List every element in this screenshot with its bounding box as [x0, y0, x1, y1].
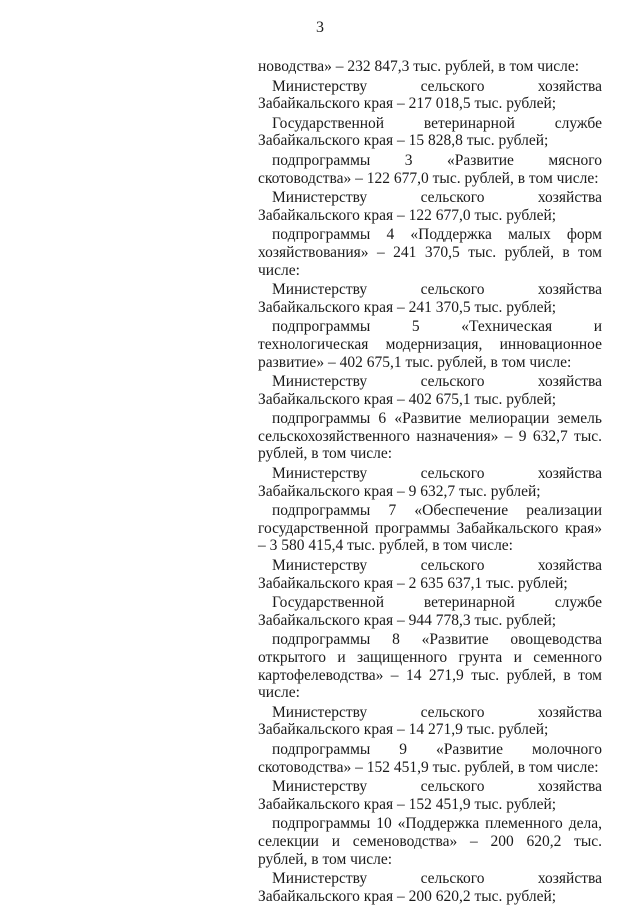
paragraph: Министерству сельского хозяйства Забайкальского края – 152 451,9 тыс. рублей; [258, 778, 602, 813]
paragraph: новодства» – 232 847,3 тыс. рублей, в том числе: [258, 58, 580, 75]
paragraph: подпрограммы 3 «Развитие мясного скотоводства» – 122 677,0 тыс. рублей, в том числе: [258, 151, 602, 187]
paragraph: подпрограммы 8 «Развитие овощеводства открытого и защищенного грунта и семенного картофелеводства» – 14 271,9 тыс. рублей, в том числе: [258, 631, 602, 702]
paragraph: подпрограммы 4 «Поддержка малых форм хозяйствования» – 241 370,5 тыс. рублей, в том числе: [258, 226, 602, 279]
page-number: 3 [316, 19, 324, 36]
paragraph: Министерству сельского хозяйства Забайкальского края – 241 370,5 тыс. рублей; [258, 281, 602, 316]
paragraph: Министерству сельского хозяйства Забайкальского края – 14 271,9 тыс. рублей; [258, 703, 602, 739]
document-text [258, 58, 602, 907]
paragraph: подпрограммы 6 «Развитие мелиорации земель сельскохозяйственного назначения» – 9 632,7 тыс. рублей, в том числе: [258, 410, 602, 463]
paragraph: Министерству сельского хозяйства Забайкальского края – 122 677,0 тыс. рублей; [258, 189, 602, 224]
paragraph: подпрограммы 5 «Техническая и технологическая модернизация, инновационное развитие» – 402 675,1 тыс. рублей, в том числе: [258, 318, 602, 371]
paragraph: Государственной ветеринарной службе Забайкальского края – 944 778,3 тыс. рублей; [258, 594, 602, 629]
paragraph: Министерству сельского хозяйства Забайкальского края – 402 675,1 тыс. рублей; [258, 373, 602, 408]
paragraph: подпрограммы 9 «Развитие молочного скотоводства» – 152 451,9 тыс. рублей, в том числе: [258, 740, 602, 776]
paragraph: Министерству сельского хозяйства Забайкальского края – 9 632,7 тыс. рублей; [258, 465, 602, 500]
paragraph: подпрограммы 7 «Обеспечение реализации государственной программы Забайкальского края» – 3 580 415,4 тыс. рублей, в том числе: [258, 502, 602, 555]
paragraph: Министерству сельского хозяйства Забайкальского края – 217 018,5 тыс. рублей; [258, 77, 602, 113]
paragraph: Министерству сельского хозяйства Забайкальского края – 200 620,2 тыс. рублей; [258, 870, 602, 905]
paragraph: Государственной ветеринарной службе Забайкальского края – 15 828,8 тыс. рублей; [258, 114, 602, 150]
paragraph: Министерству сельского хозяйства Забайкальского края – 2 635 637,1 тыс. рублей; [258, 557, 602, 592]
paragraph: подпрограммы 10 «Поддержка племенного дела, селекции и семеноводства» – 200 620,2 тыс. рублей, в том числе: [258, 815, 602, 868]
